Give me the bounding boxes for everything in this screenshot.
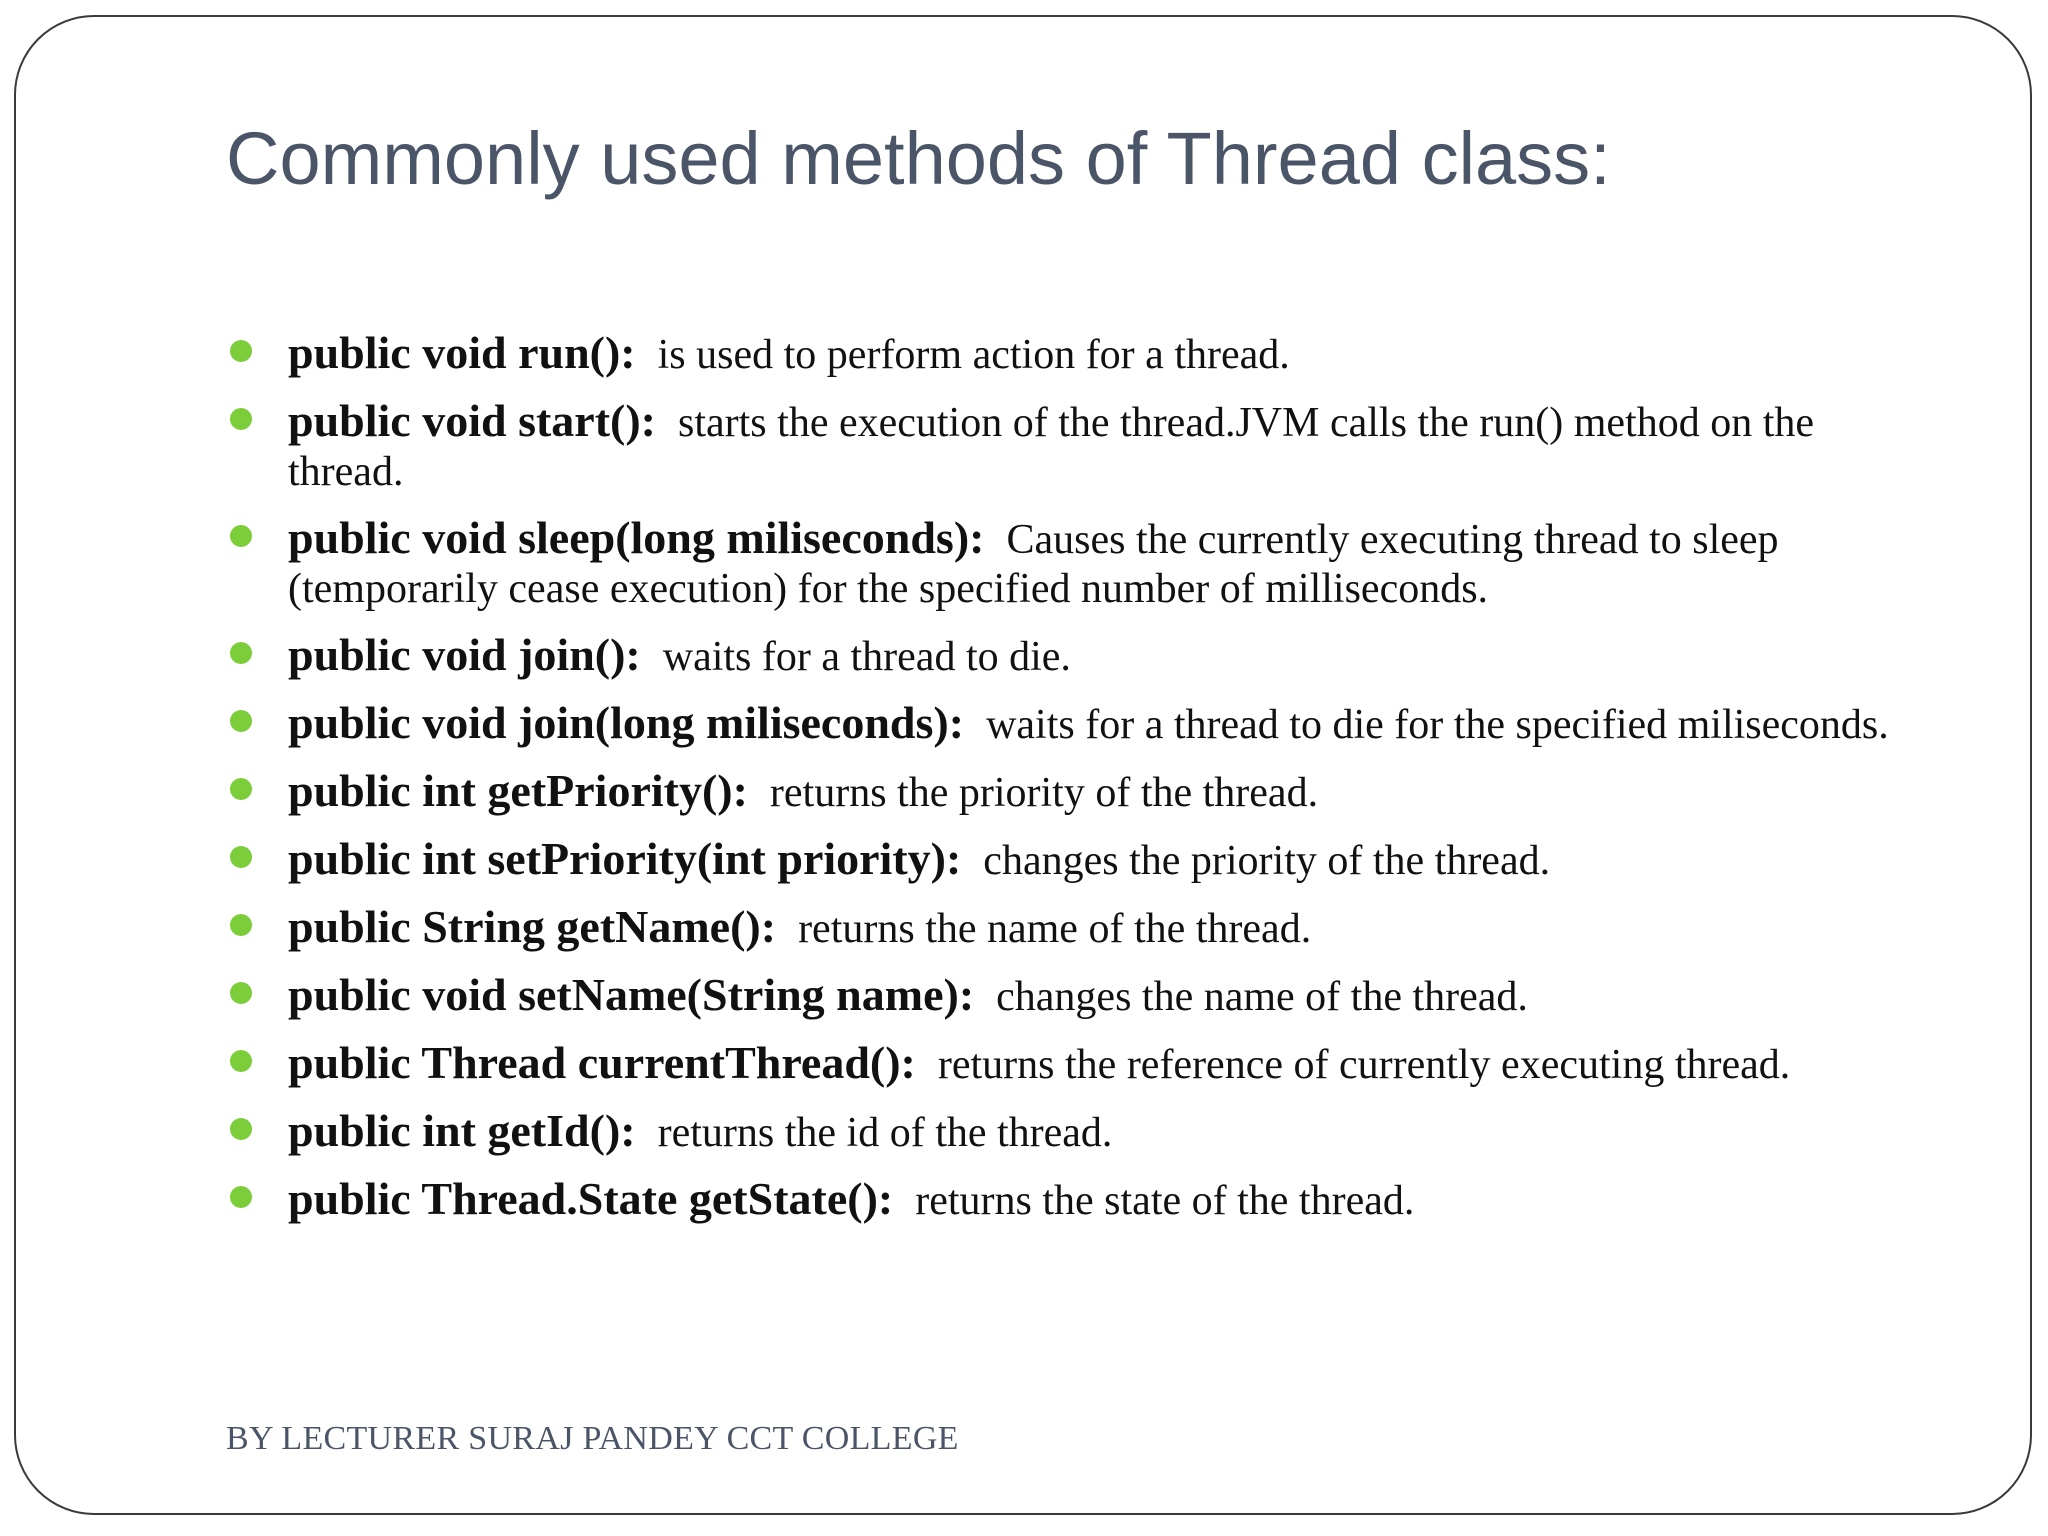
footer-credit: BY LECTURER SURAJ PANDEY CCT COLLEGE <box>226 1420 959 1457</box>
method-description: returns the name of the thread. <box>798 906 1312 952</box>
method-description: waits for a thread to die. <box>662 634 1071 680</box>
method-description: returns the priority of the thread. <box>769 770 1319 816</box>
method-signature: public String getName(): <box>288 901 777 952</box>
method-description: returns the reference of currently executing thread. <box>937 1042 1791 1088</box>
bullet-dot-icon <box>230 846 252 868</box>
method-description: starts the execution of the thread.JVM calls the run() method on the thread. <box>288 400 1815 495</box>
method-description: changes the priority of the thread. <box>983 838 1551 884</box>
bullet-dot-icon <box>230 642 252 664</box>
method-signature: public int getId(): <box>288 1105 636 1156</box>
method-signature: public void join(): <box>288 629 641 680</box>
method-signature: public int getPriority(): <box>288 765 748 816</box>
bullet-dot-icon <box>230 1050 252 1072</box>
list-item <box>226 328 1926 380</box>
list-item <box>226 1106 1926 1158</box>
method-signature: public void start(): <box>288 395 656 446</box>
method-signature: public void join(long miliseconds): <box>288 697 965 748</box>
list-item <box>226 698 1926 750</box>
bullet-dot-icon <box>230 525 252 547</box>
bullet-dot-icon <box>230 778 252 800</box>
method-description: waits for a thread to die for the specified miliseconds. <box>986 702 1889 748</box>
bullet-dot-icon <box>230 408 252 430</box>
list-item <box>226 513 1926 614</box>
list-item <box>226 630 1926 682</box>
method-signature: public int setPriority(int priority): <box>288 833 962 884</box>
bullet-dot-icon <box>230 710 252 732</box>
method-signature: public void sleep(long miliseconds): <box>288 512 985 563</box>
list-item <box>226 1174 1926 1226</box>
method-list <box>226 328 1926 1242</box>
method-description: Causes the currently executing thread to sleep (temporarily cease execution) for the specified number of milliseconds. <box>288 517 1779 612</box>
method-description: changes the name of the thread. <box>996 974 1528 1020</box>
list-item <box>226 766 1926 818</box>
list-item <box>226 970 1926 1022</box>
bullet-dot-icon <box>230 982 252 1004</box>
method-description: returns the state of the thread. <box>915 1178 1415 1224</box>
method-signature: public Thread currentThread(): <box>288 1037 916 1088</box>
method-description: is used to perform action for a thread. <box>657 332 1290 378</box>
bullet-dot-icon <box>230 1118 252 1140</box>
list-item <box>226 902 1926 954</box>
list-item <box>226 1038 1926 1090</box>
bullet-dot-icon <box>230 914 252 936</box>
bullet-dot-icon <box>230 1186 252 1208</box>
bullet-dot-icon <box>230 340 252 362</box>
method-signature: public void setName(String name): <box>288 969 975 1020</box>
method-description: returns the id of the thread. <box>657 1110 1113 1156</box>
method-signature: public void run(): <box>288 327 636 378</box>
list-item <box>226 396 1926 497</box>
slide-title: Commonly used methods of Thread class: <box>226 117 1611 200</box>
method-signature: public Thread.State getState(): <box>288 1173 894 1224</box>
list-item <box>226 834 1926 886</box>
